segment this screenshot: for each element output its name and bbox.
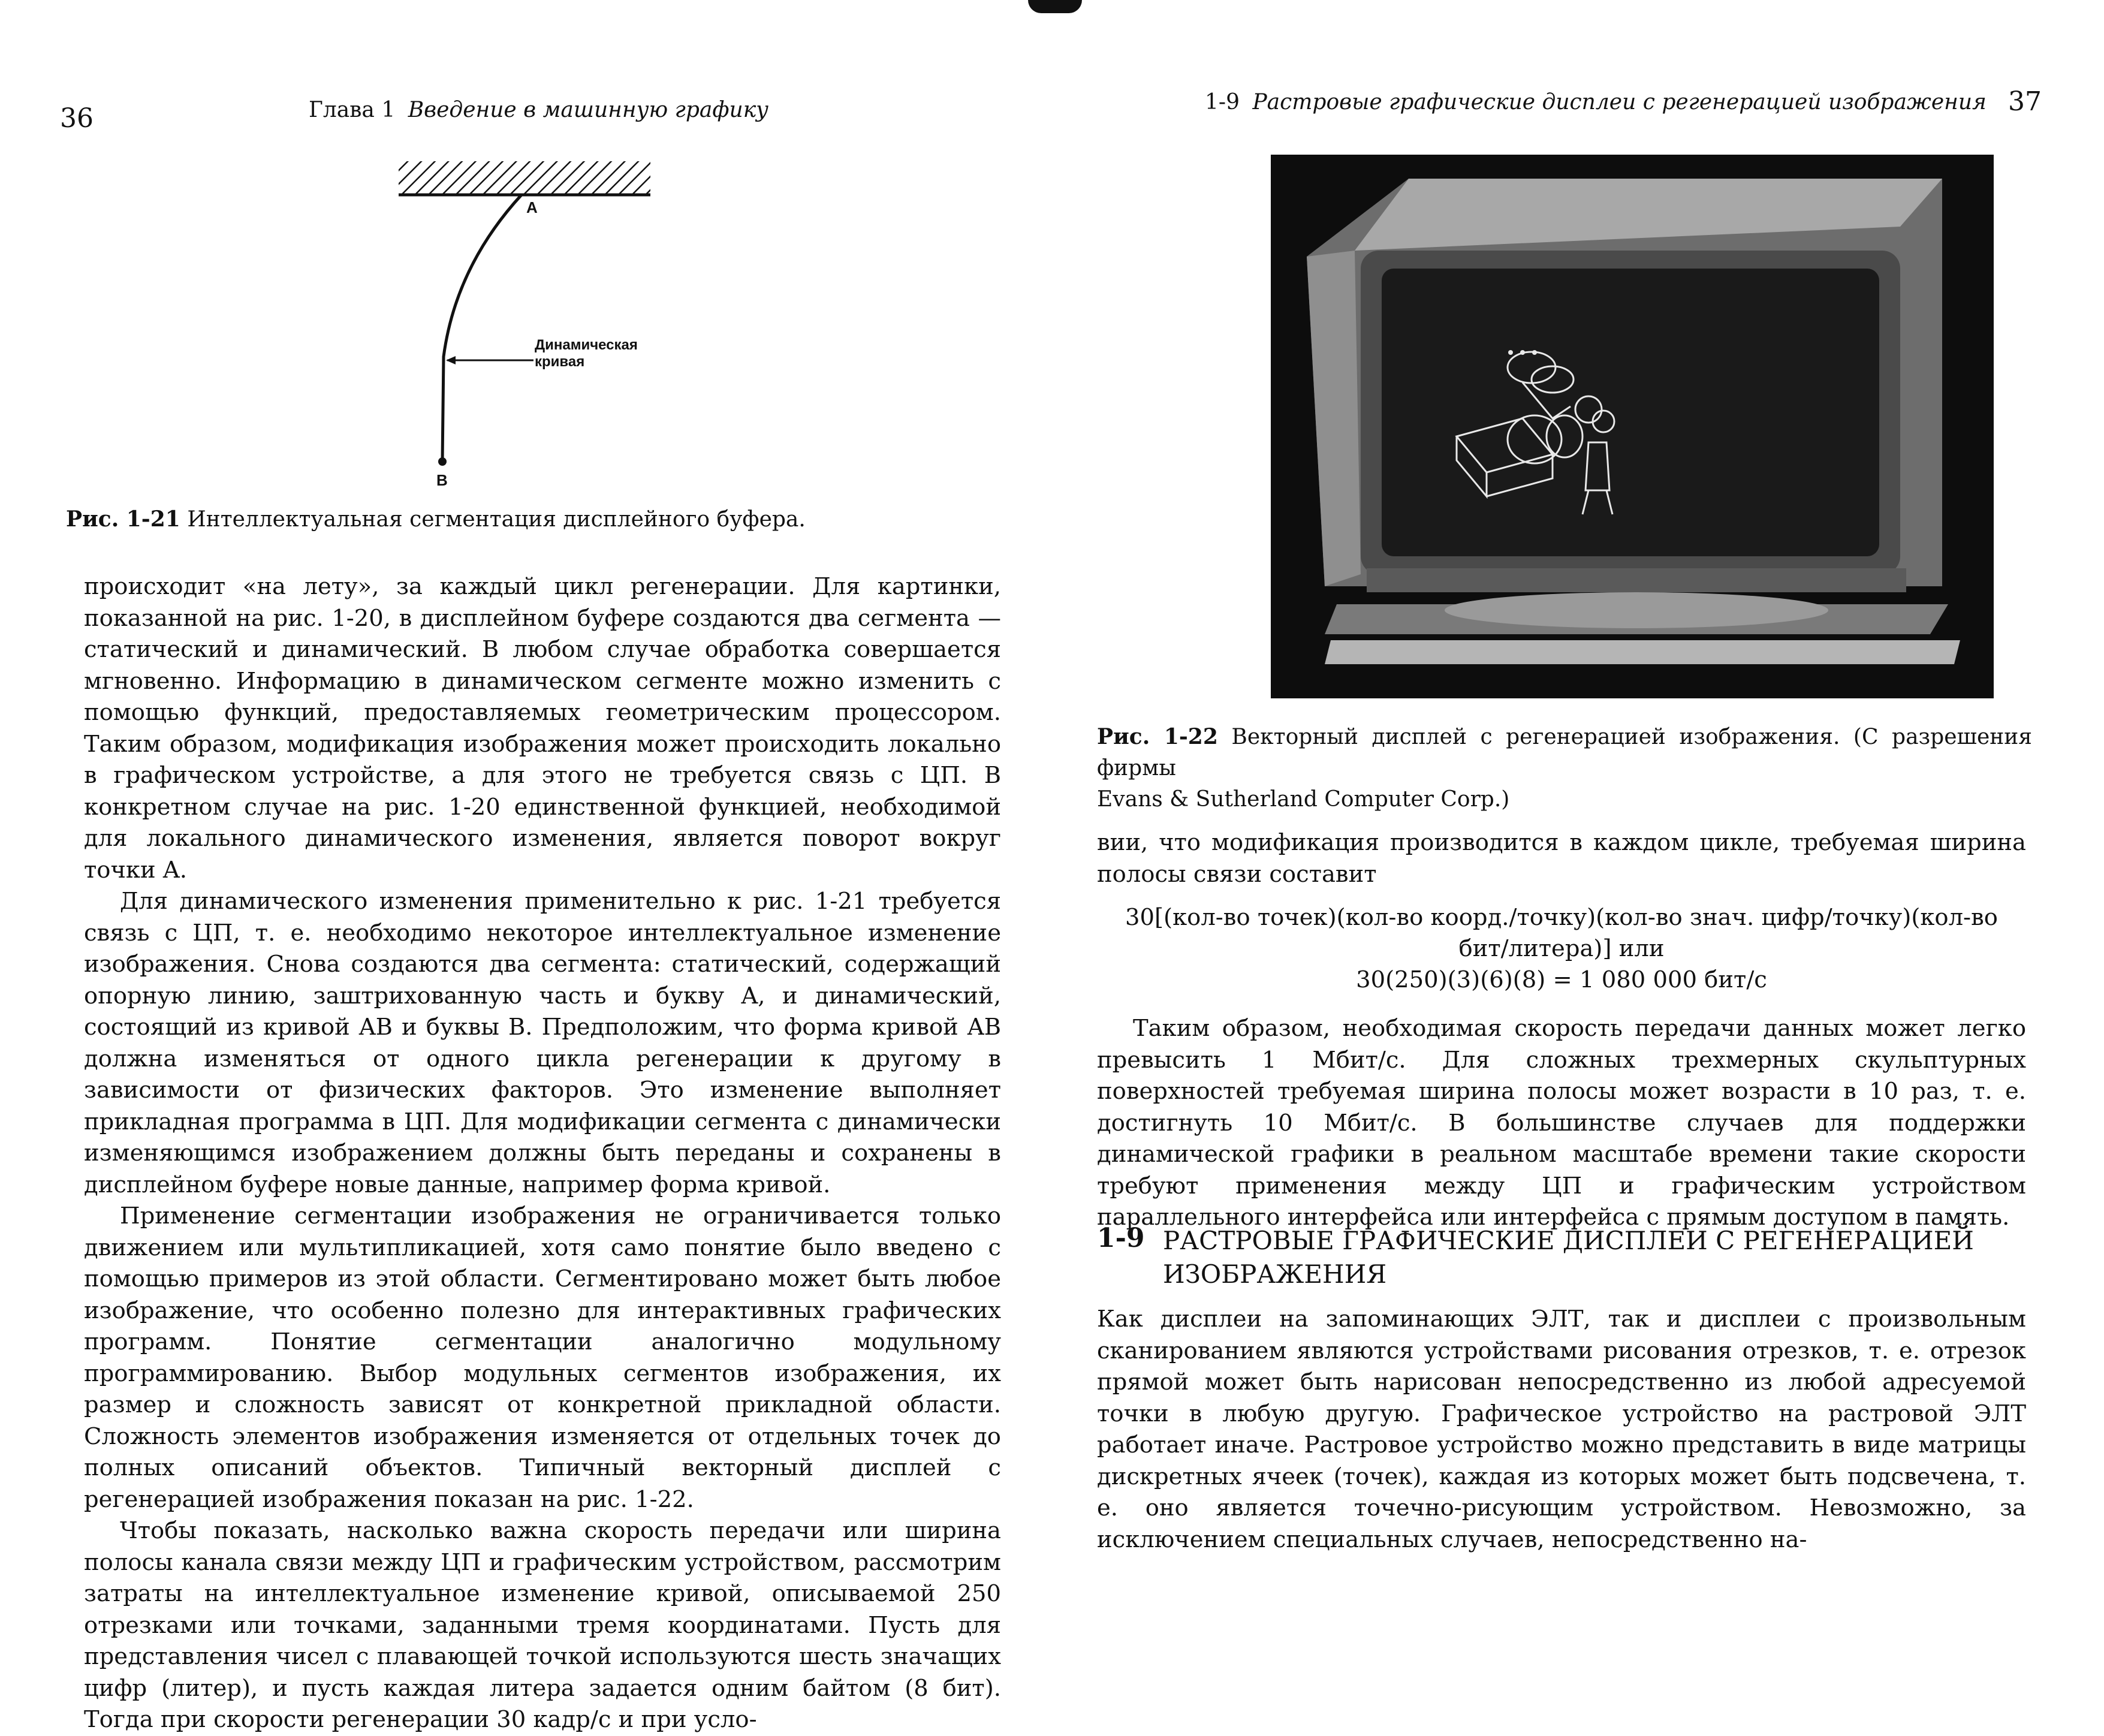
right-body-text <box>1097 1013 2026 1234</box>
right-page-number: 37 <box>2008 86 2042 117</box>
point-b <box>438 457 447 466</box>
curve-label-line2: кривая <box>535 354 585 370</box>
paragraph: вии, что модификация производится в каждом цикле, требуемая ширина полосы связи составит <box>1097 829 2026 888</box>
section-title: РАСТРОВЫЕ ГРАФИЧЕСКИЕ ДИСПЛЕИ С РЕГЕНЕРАЦИЕЙ ИЗОБРАЖЕНИЯ <box>1163 1226 1974 1289</box>
figure-1-22-caption <box>1097 721 2032 815</box>
screen <box>1382 269 1879 556</box>
figure-1-22-photo <box>1271 155 1994 698</box>
caption-number: Рис. 1-21 <box>66 507 180 532</box>
paragraph: Для динамического изменения применительно к рис. 1-21 требуется связь с ЦП, т. е. необходимо некоторое интеллектуальное изменение изображения. Снова создаются два сегмента: статический, содержащий опорную линию, заштрихованную часть и букву A, и динамический, состоящий из кривой AB и буквы B. Предположим, что форма кривой AB должна изменяться от одного цикла регенерации к другому в зависимости от физических факторов. Это изменение выполняет прикладная программа в ЦП. Для модификации сегмента с динамически изменяющимся изображением должны быть переданы и сохранены в дисплейном буфере новые данные, например форма кривой. <box>84 888 1001 1198</box>
dynamic-curve <box>442 195 522 462</box>
paragraph: Таким образом, необходимая скорость передачи данных может легко превысить 1 Мбит/с. Для сложных трехмерных скульптурных поверхностей требуемая ширина полосы может возрасти в 10 раз, т. е. достигнуть 10 Мбит/с. В большинстве случаев для поддержки динамической графики в реальном масштабе времени такие скорости требуют применения между ЦП и графическим устройством параллельного интерфейса или интерфейса с прямым доступом в память. <box>1097 1015 2026 1231</box>
paragraph: Чтобы показать, насколько важна скорость передачи или ширина полосы канала связи между ЦП и графическим устройством, рассмотрим затраты на интеллектуальное изменение кривой, описываемой 250 отрезками или точками, заданными тремя координатами. Пусть для представления чисел с плавающей точкой используются шесть значащих цифр (литер), и пусть каждая литера задается одним байтом (8 бит). Тогда при скорости регенерации 30 кадр/с и при усло- <box>84 1517 1001 1733</box>
monitor-lower-bezel <box>1367 568 1906 592</box>
chapter-title: Введение в машинную графику <box>408 98 769 122</box>
label-a: A <box>526 198 538 216</box>
paragraph: Как дисплеи на запоминающих ЭЛТ, так и дисплеи с произвольным сканированием являются устройствами рисования отрезков, т. е. отрезок прямой может быть нарисован непосредственно из любой адресуемой точки в любую другую. Графическое устройство на растровой ЭЛТ работает иначе. Растровое устройство можно представить в виде матрицы дискретных ячеек (точек), каждая из которых может быть подсвечена, т. е. оно является точечно-рисующим устройством. Невозможно, за исключением специальных случаев, непосредственно на- <box>1097 1306 2026 1553</box>
chapter-prefix: Глава 1 <box>309 98 396 122</box>
left-running-header <box>309 98 768 122</box>
section-body-text <box>1097 1304 2026 1556</box>
caption-text: Интеллектуальная сегментация дисплейного буфера. <box>187 507 806 532</box>
caption-credit: Evans & Sutherland Computer Corp.) <box>1097 787 1510 812</box>
header-section-number: 1-9 <box>1205 90 1240 114</box>
label-b: B <box>436 471 448 489</box>
left-page-number: 36 <box>60 103 94 134</box>
formula-line1: 30[(кол-во точек)(кол-во коорд./точку)(кол-во знач. цифр/точку)(кол-во <box>1125 904 1998 931</box>
monitor-base <box>1445 592 1828 628</box>
paragraph: происходит «на лету», за каждый цикл регенерации. Для картинки, показанной на рис. 1-20, в дисплейном буфере создаются два сегмента — статический и динамический. В любом случае обработка совершается мгновенно. Информацию в динамическом сегменте можно изменить с помощью функций, предоставляемых геометрическим процессором. Таким образом, модификация изображения может происходить локально в графическом устройстве, а для этого не требуется связь с ЦП. В конкретном случае на рис. 1-20 единственной функцией, необходимой для локального динамического изменения, является поворот вокруг точки A. <box>84 573 1001 884</box>
paragraph: Применение сегментации изображения не ограничивается только движением или мультипликацией, хотя само понятие было введено с помощью примеров из этой области. Сегментировано может быть любое изображение, что особенно полезно для интерактивных графических программ. Понятие сегментации аналогично модульному программированию. Выбор модульных сегментов изображения, их размер и сложность зависят от конкретной прикладной области. Сложность элементов изображения изменяется от отдельных точек до полных описаний объектов. Типичный векторный дисплей с регенерацией изображения показан на рис. 1-22. <box>84 1202 1001 1513</box>
formula-line2: бит/литера)] или <box>1458 935 1665 962</box>
monitor-platform <box>1325 640 1960 664</box>
figure-1-21-caption <box>66 504 1001 535</box>
left-page <box>0 0 1043 1733</box>
caption-text: Векторный дисплей с регенерацией изображения. (С разрешения фирмы <box>1097 725 2032 780</box>
figure-1-21 <box>396 159 659 495</box>
header-title: Растровые графические дисплеи с регенерацией изображения <box>1252 90 1987 114</box>
right-intro-text <box>1097 827 2026 890</box>
curve-label-line1: Динамическая <box>535 337 638 353</box>
left-body-text <box>84 571 1001 1736</box>
bandwidth-formula <box>1097 902 2026 996</box>
section-number: 1-9 <box>1097 1223 1145 1253</box>
right-running-header <box>1205 90 1987 114</box>
caption-number: Рис. 1-22 <box>1097 724 1218 749</box>
leader-arrowhead <box>446 356 456 364</box>
formula-line3: 30(250)(3)(6)(8) = 1 080 000 бит/с <box>1356 966 1767 993</box>
hatched-support <box>399 161 650 195</box>
